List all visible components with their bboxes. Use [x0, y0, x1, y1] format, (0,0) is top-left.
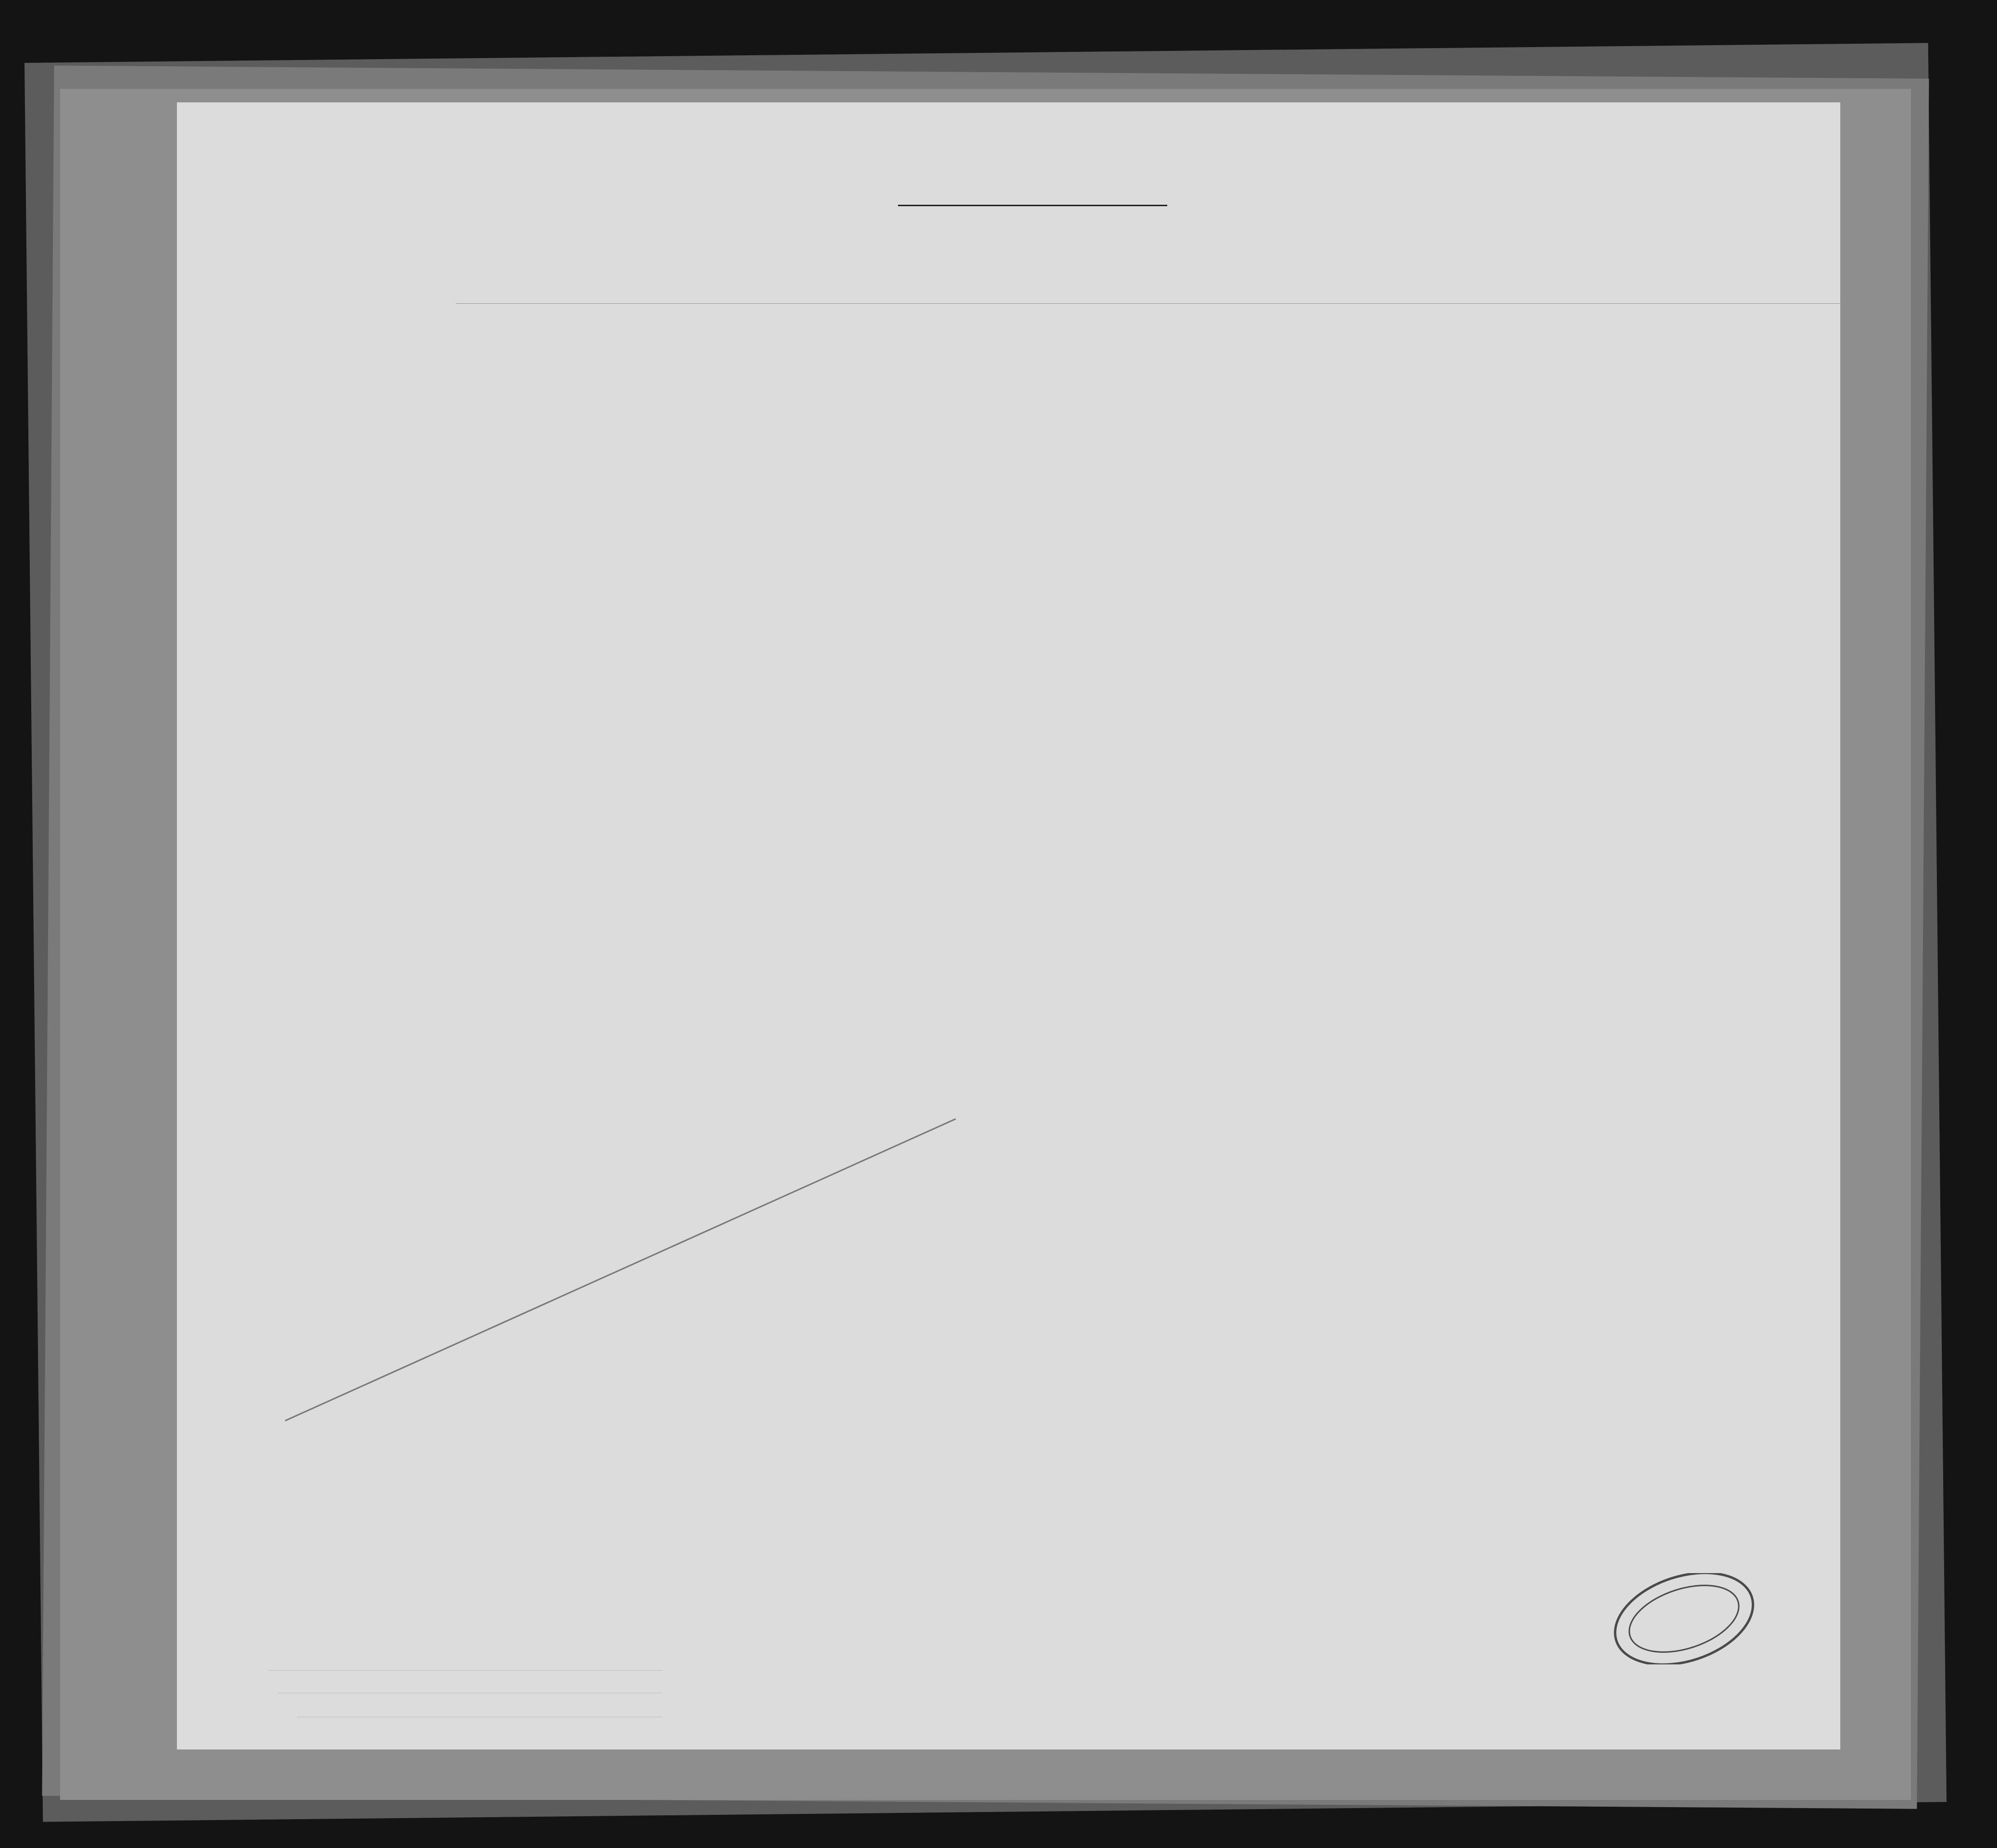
manifest-sheet: [177, 102, 1840, 1749]
cancel-line-layer: [177, 102, 1840, 1749]
empty-rows-cancel-line: [285, 1119, 956, 1421]
